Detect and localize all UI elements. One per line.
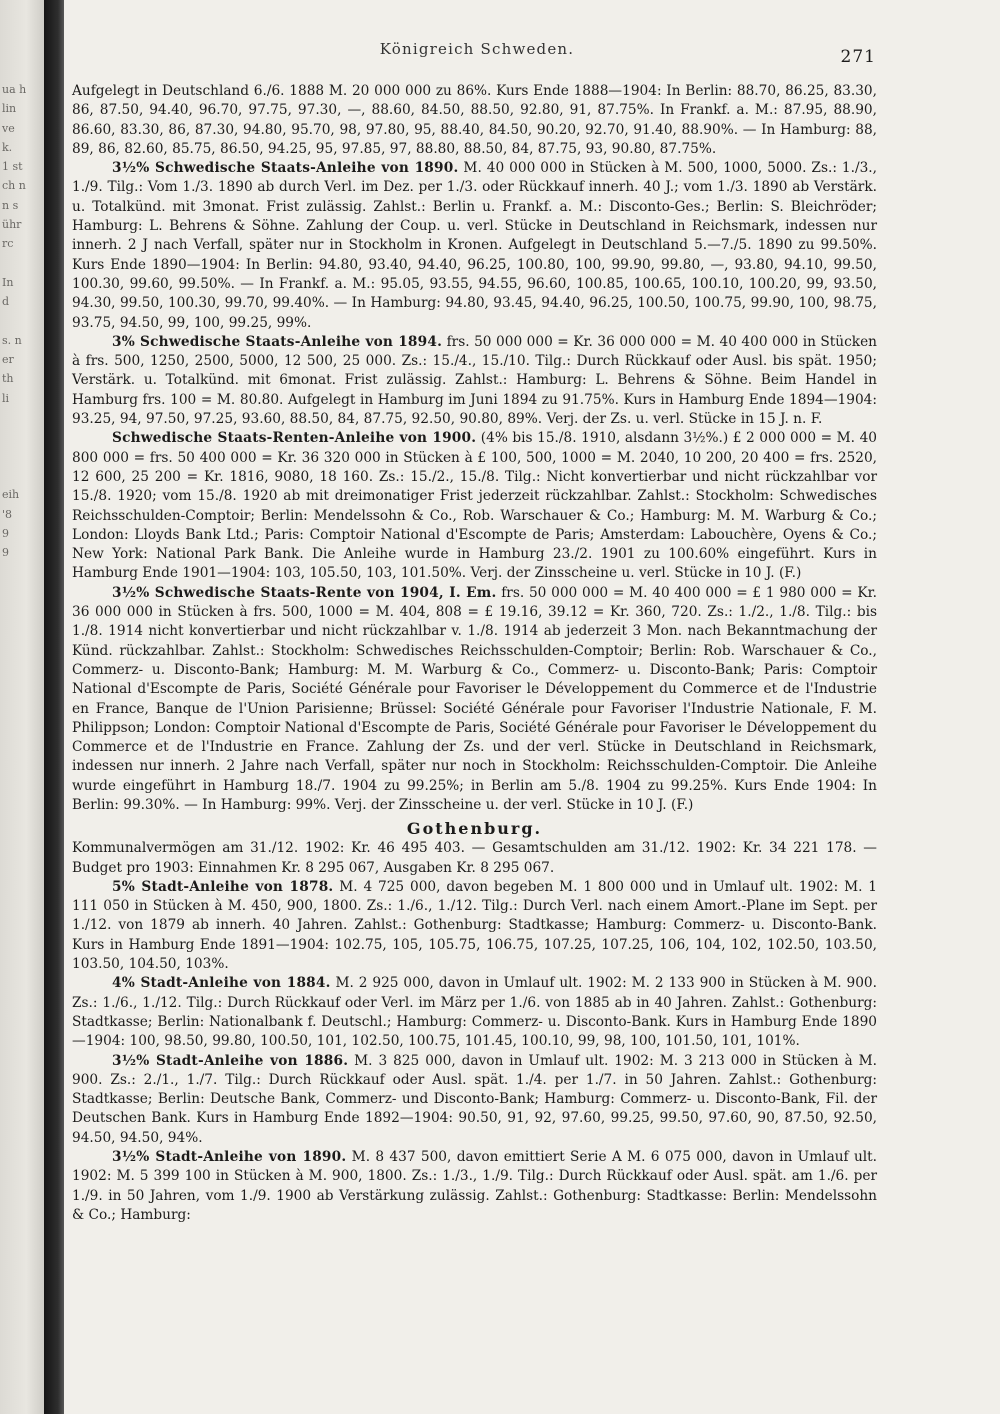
bleed-fragment: 9 bbox=[2, 526, 9, 540]
section-heading: Gothenburg. bbox=[406, 819, 543, 839]
bleed-fragment: '8 bbox=[2, 507, 13, 521]
entry-text: M. 8 437 500, davon emittiert Serie A M. 6 075 000, davon in Umlauf ult. 1902: M. 5 399 100 in Stücken à M. 900, 1800. Zs.: 1./3., 1./9. Tilg.: Durch Rückkauf oder Ausl. spät. am 1./6. per 1./9. in 50 Jahren, vom 1./9. 1900 ab Verstärkung zulässig. Zahlst.: Gothenburg: Stadtkasse: Berlin: Mendelssohn & Co.; Hamburg: bbox=[72, 1149, 877, 1223]
bleed-fragment: lin bbox=[2, 102, 17, 116]
facing-page-bleed bbox=[0, 80, 44, 562]
entry-text: Aufgelegt in Deutschland 6./6. 1888 M. 20 000 000 zu 86%. Kurs Ende 1888—1904: In Berlin: 88.70, 86.25, 83.30, 86, 87.50, 94.40, 96.70, 97.75, 97.30, —, 88.60, 84.50, 88.50, 92.80, 91, 87.75%. In Frankf. a. M.: 87.95, 88.90, 86.60, 83.30, 86, 87.30, 94.80, 95.70, 98, 97.80, 95, 88.40, 84.50, 90.20, 92.70, 91.40, 88.90%. — In Hamburg: 88, 89, 86, 82.60, 85.75, 86.50, 94.25, 95, 97.85, 97, 88.80, 88.50, 84, 87.75, 93, 90.80, 87.75%. bbox=[72, 83, 877, 157]
bleed-fragment: 9 bbox=[2, 546, 9, 560]
bleed-fragment: eih bbox=[2, 488, 20, 502]
loan-heading: 3½% Schwedische Staats-Anleihe von 1890. bbox=[112, 160, 459, 177]
loan-heading: 5% Stadt-Anleihe von 1878. bbox=[112, 878, 334, 895]
bleed-fragment: ühr bbox=[2, 218, 22, 232]
entry-text: M. 2 925 000, davon in Umlauf ult. 1902: M. 2 133 900 in Stücken à M. 900. Zs.: 1./6., 1./12. Tilg.: Durch Rückkauf oder Verl. im März per 1./6. von 1885 ab in 40 Jahren. Zahlst.: Gothenburg: Stadtkasse; Berlin: Nationalbank f. Deutschl.; Hamburg: Commerz- u. Disconto-Bank. Kurs in Hamburg Ende 1890—1904: 100, 98.50, 99.80, 100.50, 101, 102.50, 100.75, 101.45, 100.10, 99, 98, 100, 101.50, 101, 101%. bbox=[72, 975, 877, 1050]
bleed-fragment: In bbox=[2, 275, 14, 289]
entry-text: frs. 50 000 000 = M. 40 400 000 = £ 1 980 000 = Kr. 36 000 000 in Stücken à frs. 500, 1000 = M. 404, 808 = £ 19.16, 39.12 = Kr. 360, 720. Zs.: 1./2., 1./8. Tilg.: bis 1./8. 1914 nicht konvertierbar und nicht rückzahlbar v. 1./8. 1914 ab jederzeit 3 Mon. nach Bekanntmachung der Künd. rückzahlbar. Zahlst.: Stockholm: Schwedisches Reichsschulden-Comptoir; Berlin: Rob. Warschauer & Co., Commerz- u. Disconto-Bank; Hamburg: M. M. Warburg & Co., Commerz- u. Disconto-Bank; Paris: Comptoir National d'Escompte de Paris, Société Générale pour Favoriser le Développement du Commerce et de l'Industrie en France, Banque de l'Union Parisienne; Brüssel: Société Générale pour Favoriser l'Industrie Nationale, F. M. Philippson; London: Comptoir National d'Escompte de Paris, Société Générale pour Favoriser le Développement du Commerce et de l'Industrie en France. Zahlung der Zs. und der verl. Stücke in Deutschland in Reichsmark, indessen nur innerh. 2 Jahre nach Verfall, später nur noch in Stockholm: Reichsschulden-Comptoir. Die Anleihe wurde eingeführt in Hamburg 18./7. 1904 zu 99.25%; in Berlin am 5./8. 1904 zu 99.25%. Kurs Ende 1904: In Berlin: 99.30%. — In Hamburg: 99%. Verj. der Zinsscheine u. der verl. Stücke in 10 J. (F.) bbox=[72, 584, 877, 813]
entry-text: M. 40 000 000 in Stücken à M. 500, 1000, 5000. Zs.: 1./3., 1./9. Tilg.: Vom 1./3. 1890 ab durch Verl. im Dez. per 1./3. oder Rückkauf innerh. 40 J.; vom 1./3. 1890 ab Verstärk. u. Totalkünd. mit 3monat. Frist zulässig. Zahlst.: Berlin u. Frankf. a. M.: Disconto-Ges.; Berlin: S. Bleichröder; Hamburg: L. Behrens & Söhne. Zahlung der Coup. u. verl. Stücke in Deutschland in Reichsmark, indessen nur innerh. 2 J nach Verfall, später nur in Stockholm in Kronen. Aufgelegt in Deutschland 5.—7./5. 1890 zu 99.50%. Kurs Ende 1890—1904: In Berlin: 94.80, 93.40, 94.40, 96.25, 100.80, 100, 99.90, 99.80, —, 93.80, 94.10, 99.50, 100.30, 99.60, 99.50%. — In Frankf. a. M.: 95.05, 93.55, 94.55, 96.60, 100.85, 100.65, 100.10, 100.20, 99, 93.50, 94.30, 99.50, 100.30, 99.70, 99.40%. — In Hamburg: 94.80, 93.45, 94.40, 96.25, 100.50, 100.75, 99.90, 100, 98.75, 93.75, 94.50, 99, 100, 99.25, 99%. bbox=[72, 160, 877, 331]
bleed-fragment: th bbox=[2, 372, 14, 386]
loan-entry bbox=[72, 333, 877, 429]
bleed-fragment: er bbox=[2, 353, 14, 367]
bleed-fragment bbox=[0, 466, 44, 485]
entry-text: M. 3 825 000, davon in Umlauf ult. 1902: M. 3 213 000 in Stücken à M. 900. Zs.: 2./1., 1./7. Tilg.: Durch Rückkauf oder Ausl. spät. 1./4. per 1./7. in 50 Jahren. Zahlst.: Gothenburg: Stadtkasse; Berlin: Deutsche Bank, Commerz- und Disconto-Bank; Hamburg: Commerz- u. Disconto-Bank, Fil. der Deutschen Bank. Kurs in Hamburg Ende 1892—1904: 90.50, 91, 92, 97.60, 99.25, 99.50, 97.60, 90, 87.50, 92.50, 94.50, 94.50, 94%. bbox=[72, 1052, 877, 1146]
loan-entry bbox=[72, 974, 877, 1051]
bleed-fragment: ua h bbox=[2, 83, 27, 96]
bleed-fragment: ch n bbox=[2, 179, 26, 193]
bleed-fragment: k. bbox=[2, 140, 13, 154]
loan-heading: 3% Schwedische Staats-Anleihe von 1894. bbox=[112, 333, 443, 350]
bleed-fragment: ve bbox=[2, 121, 15, 135]
loan-entry bbox=[72, 1052, 877, 1148]
bleed-fragment bbox=[0, 447, 44, 466]
loan-heading: 4% Stadt-Anleihe von 1884. bbox=[112, 975, 331, 992]
loan-entry bbox=[72, 429, 877, 583]
loan-entry bbox=[72, 1148, 877, 1225]
entry-text: M. 4 725 000, davon begeben M. 1 800 000 und in Umlauf ult. 1902: M. 1 111 050 in Stücken à M. 450, 900, 1800. Zs.: 1./6., 1./12. Tilg.: Durch Verl. nach einem Amort.-Plane im Sept. per 1./12. von 1879 ab innerh. 40 Jahren. Zahlst.: Gothenburg: Stadtkasse; Hamburg: Commerz- u. Disconto-Bank. Kurs in Hamburg Ende 1891—1904: 102.75, 105, 105.75, 106.75, 107.25, 107.25, 106, 104, 102, 102.50, 103.50, 103.50, 104.50, 103%. bbox=[72, 878, 877, 973]
bleed-fragment: li bbox=[2, 391, 10, 405]
text-paragraph bbox=[72, 82, 877, 159]
loan-heading: Schwedische Staats-Renten-Anleihe von 1900. bbox=[112, 430, 477, 447]
page-number: 271 bbox=[840, 47, 876, 67]
loan-entry bbox=[72, 584, 877, 816]
entry-text: Kommunalvermögen am 31./12. 1902: Kr. 46 495 403. — Gesamtschulden am 31./12. 1902: Kr. 34 221 178. — Budget pro 1903: Einnahmen Kr. 8 295 067, Ausgaben Kr. 8 295 067. bbox=[72, 840, 877, 876]
loan-heading: 3½% Schwedische Staats-Rente von 1904, I. Em. bbox=[112, 584, 497, 601]
page-content bbox=[72, 82, 877, 1225]
entry-text: frs. 50 000 000 = Kr. 36 000 000 = M. 40 400 000 in Stücken à frs. 500, 1250, 2500, 5000, 12 500, 25 000. Zs.: 15./4., 15./10. Tilg.: Durch Rückkauf oder Ausl. bis spät. 1950; Verstärk. u. Totalkünd. mit 6monat. Frist zulässig. Zahlst.: Hamburg: L. Behrens & Söhne. Beim Handel in Hamburg frs. 100 = M. 80.80. Aufgelegt in Hamburg im Juni 1894 zu 91.75%. Kurs in Hamburg Ende 1894—1904: 93.25, 94, 97.50, 97.25, 93.60, 88.50, 84, 87.75, 92.50, 90.80, 89%. Verj. der Zs. u. verl. Stücke in 15 J. n. F. bbox=[72, 333, 877, 428]
running-head bbox=[72, 40, 882, 67]
bleed-fragment bbox=[0, 312, 44, 331]
bleed-fragment: rc bbox=[2, 237, 14, 251]
bleed-fragment: n s bbox=[2, 198, 19, 212]
loan-entry bbox=[72, 159, 877, 333]
bleed-fragment bbox=[0, 254, 44, 273]
loan-entry bbox=[72, 878, 877, 974]
bleed-fragment bbox=[0, 427, 44, 446]
bleed-fragment: s. n bbox=[2, 333, 22, 347]
loan-heading: 3½% Stadt-Anleihe von 1890. bbox=[112, 1149, 347, 1166]
entry-text: (4% bis 15./8. 1910, alsdann 3½%.) £ 2 000 000 = M. 40 800 000 = frs. 50 400 000 = Kr. 36 320 000 in Stücken à £ 100, 500, 1000 = M. 2040, 10 200, 20 400 = frs. 2520, 12 600, 25 200 = Kr. 1816, 9080, 18 160. Zs.: 15./2., 15./8. Tilg.: Nicht konvertierbar und nicht rückzahlbar vor 15./8. 1920; vom 15./8. 1920 ab mit dreimonatiger Frist jederzeit rückzahlbar. Zahlst.: Stockholm: Schwedisches Reichsschulden-Comptoir; Berlin: Mendelssohn & Co., Rob. Warschauer & Co.; Hamburg: M. M. Warburg & Co.; London: Lloyds Bank Ltd.; Paris: Comptoir National d'Escompte de Paris; Amsterdam: Labouchère, Oyens & Co.; New York: National Park Bank. Die Anleihe wurde in Hamburg 23./2. 1901 zu 100.60% eingeführt. Kurs in Hamburg Ende 1901—1904: 103, 105.50, 103, 101.50%. Verj. der Zinsscheine u. verl. Stücke in 10 J. (F.) bbox=[72, 430, 877, 582]
text-paragraph bbox=[72, 839, 877, 878]
running-title: Königreich Schweden. bbox=[379, 40, 575, 58]
bleed-fragment: d bbox=[2, 295, 10, 309]
loan-heading: 3½% Stadt-Anleihe von 1886. bbox=[112, 1052, 349, 1069]
bleed-fragment: 1 st bbox=[2, 160, 23, 174]
bleed-fragment bbox=[0, 408, 44, 427]
book-spine-shadow bbox=[44, 0, 64, 1414]
page bbox=[72, 0, 882, 1414]
